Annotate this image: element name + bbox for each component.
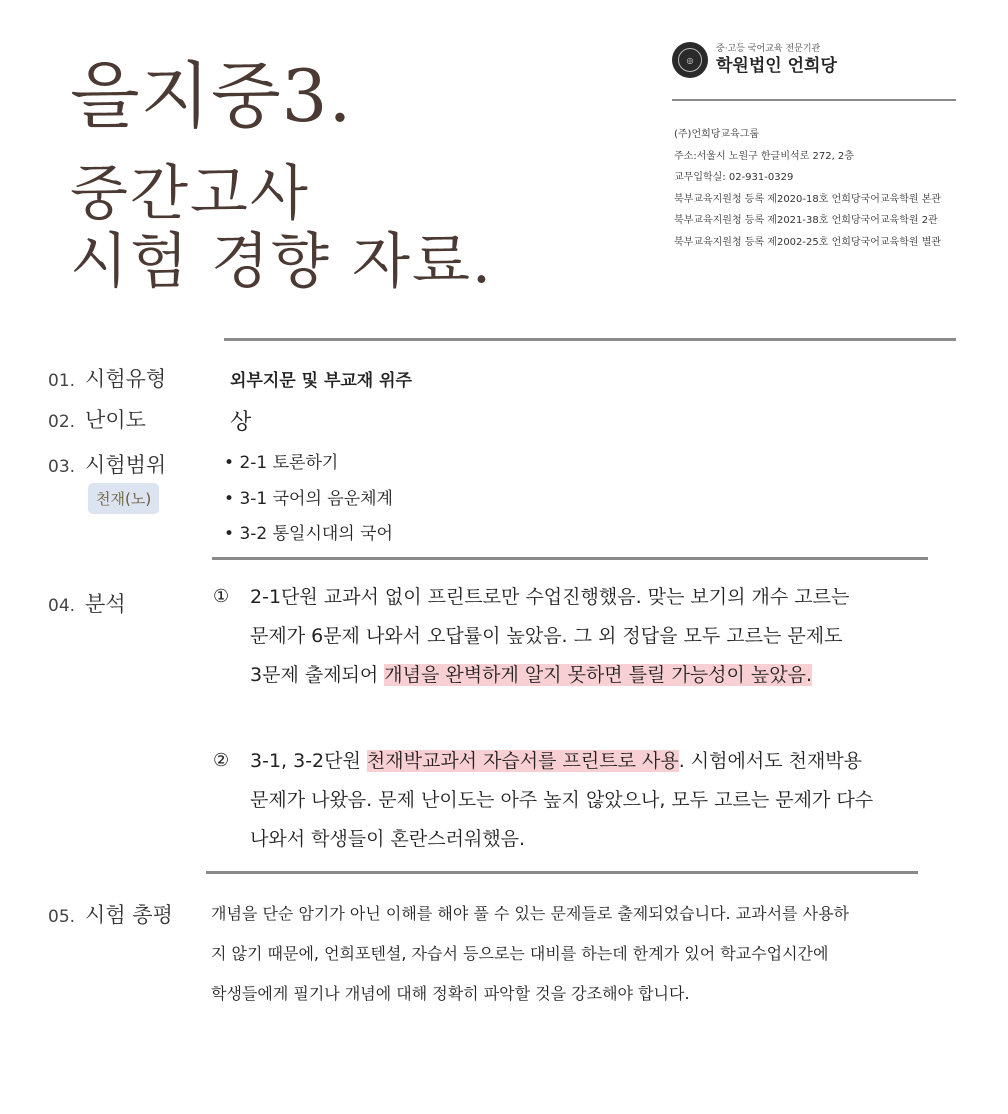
registration-3: 북부교육지원청 등록 제2002-25호 언희당국어교육학원 별관 bbox=[674, 236, 942, 248]
review-line-1: 개념을 단순 암기가 아닌 이해를 해야 풀 수 있는 문제들로 출제되었습니다. 교과서를 사용하 bbox=[211, 904, 849, 923]
highlight-text: 천재박교과서 자습서를 프린트로 사용 bbox=[366, 750, 679, 772]
section-scope-label: 03. 시험범위 bbox=[48, 453, 167, 477]
title-line-2: 중간고사 bbox=[70, 159, 310, 229]
review-paragraph bbox=[211, 894, 951, 1014]
difficulty-value: 상 bbox=[230, 410, 252, 435]
registration-1: 북부교육지원청 등록 제2020-18호 언희당국어교육학원 본관 bbox=[674, 193, 942, 205]
section-exam-type-label: 01. 시험유형 bbox=[48, 367, 167, 391]
scope-item: • 3-2 통일시대의 국어 bbox=[224, 524, 393, 544]
section-analysis-label: 04. 분석 bbox=[48, 592, 126, 616]
scope-item: • 3-1 국어의 음운체계 bbox=[224, 489, 393, 509]
academy-seal-icon: ◎ bbox=[672, 42, 708, 78]
section-review-label: 05. 시험 총평 bbox=[48, 903, 173, 927]
analysis-1-line-3: 3문제 출제되어 개념을 완벽하게 알지 못하면 틀릴 가능성이 높았음. bbox=[250, 664, 813, 686]
section-divider-bottom bbox=[206, 871, 918, 874]
logo-subtitle: 중·고등 국어교육 전문기관 bbox=[716, 43, 821, 54]
company-info bbox=[674, 124, 941, 253]
analysis-paragraph-2 bbox=[250, 742, 940, 859]
section-divider-top bbox=[224, 338, 956, 341]
scope-item: • 2-1 토론하기 bbox=[224, 453, 339, 473]
exam-type-value: 외부지문 및 부교재 위주 bbox=[230, 371, 412, 391]
header-divider bbox=[672, 99, 956, 101]
highlight-text: 개념을 완벽하게 알지 못하면 틀릴 가능성이 높았음. bbox=[384, 664, 813, 686]
analysis-1-line-2: 문제가 6문제 나와서 오답률이 높았음. 그 외 정답을 모두 고르는 문제도 bbox=[250, 625, 843, 647]
analysis-marker-1: ① bbox=[213, 586, 230, 607]
section-difficulty-label: 02. 난이도 bbox=[48, 408, 146, 432]
company-address: 주소:서울시 노원구 한글비석로 272, 2층 bbox=[674, 150, 854, 162]
analysis-1-line-1: 2-1단원 교과서 없이 프린트로만 수업진행했음. 맞는 보기의 개수 고르는 bbox=[250, 586, 850, 608]
analysis-marker-2: ② bbox=[213, 750, 230, 771]
review-line-2: 지 않기 때문에, 언희포텐셜, 자습서 등으로는 대비를 하는데 한계가 있어 학교수업시간에 bbox=[211, 944, 829, 963]
textbook-badge: 천재(노) bbox=[88, 483, 159, 514]
registration-2: 북부교육지원청 등록 제2021-38호 언희당국어교육학원 2관 bbox=[674, 215, 938, 226]
logo-name: 학원법인 언희당 bbox=[716, 55, 837, 76]
company-phone: 교무입학실: 02-931-0329 bbox=[674, 172, 794, 183]
academy-logo bbox=[672, 42, 837, 78]
section-divider-mid bbox=[212, 557, 928, 560]
title-school-grade: 을지중3. bbox=[70, 54, 353, 138]
title-exam-trend bbox=[70, 160, 493, 296]
analysis-paragraph-1 bbox=[250, 578, 940, 695]
analysis-2-line-3: 나와서 학생들이 혼란스러워했음. bbox=[250, 828, 526, 850]
analysis-2-line-1: 3-1, 3-2단원 천재박교과서 자습서를 프린트로 사용. 시험에서도 천재박용 bbox=[250, 750, 863, 772]
title-line-3: 시험 경향 자료. bbox=[70, 227, 493, 297]
analysis-2-line-2: 문제가 나왔음. 문제 난이도는 아주 높지 않았으나, 모두 고르는 문제가 다수 bbox=[250, 789, 874, 811]
company-name: (주)언희당교육그룹 bbox=[674, 129, 760, 140]
review-line-3: 학생들에게 필기나 개념에 대해 정확히 파악할 것을 강조해야 합니다. bbox=[211, 984, 690, 1003]
